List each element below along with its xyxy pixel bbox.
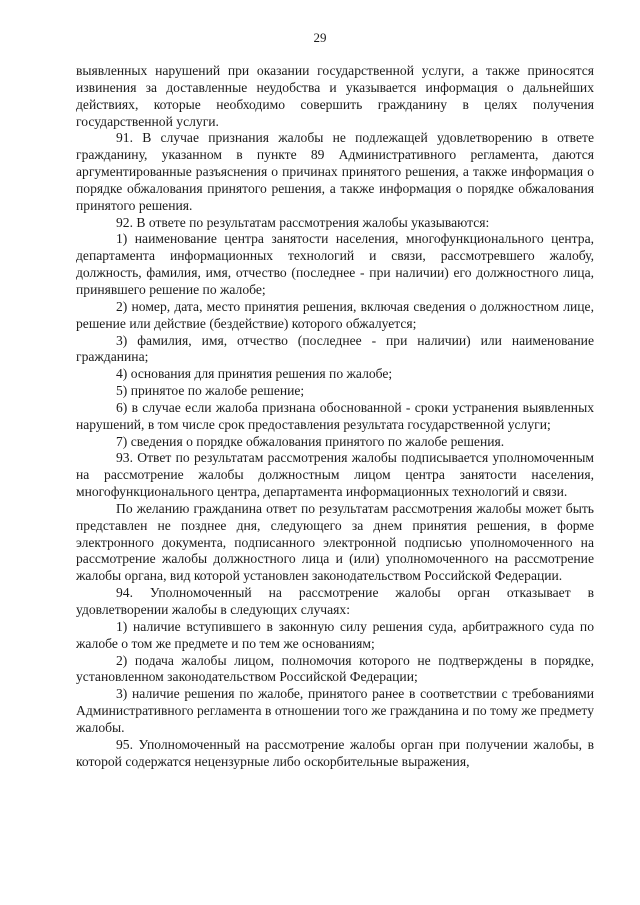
paragraph-95: 95. Уполномоченный на рассмотрение жалобы орган при получении жалобы, в которой содержатся нецензурные либо оскорбительные выражения, (76, 736, 594, 769)
paragraph-94-item-2: 2) подача жалобы лицом, полномочия которого не подтверждены в порядке, установленном законодательством Российской Федерации; (76, 652, 594, 685)
paragraph-93: 93. Ответ по результатам рассмотрения жалобы подписывается уполномоченным на рассмотрение жалобы должностным лицом центра занятости населения, многофункционального центра, департамента информационных технологий и связи. (76, 450, 594, 500)
paragraph-92-item-3: 3) фамилия, имя, отчество (последнее - при наличии) или наименование гражданина; (76, 332, 594, 365)
paragraph-92: 92. В ответе по результатам рассмотрения жалобы указываются: (116, 214, 490, 230)
paragraph-92-item-4: 4) основания для принятия решения по жалобе; (116, 366, 393, 382)
paragraph-92-item-5: 5) принятое по жалобе решение; (116, 383, 305, 399)
paragraph-94-item-3: 3) наличие решения по жалобе, принятого ранее в соответствии с требованиями Административного регламента в отношении того же гражданина и по тому же предмету жалобы. (76, 686, 594, 735)
page-number: 29 (313, 30, 327, 45)
paragraph-92-item-6: 6) в случае если жалоба признана обоснованной - сроки устранения выявленных нарушений, в том числе срок предоставления результата государственной услуги; (76, 399, 594, 432)
paragraph-91: 91. В случае признания жалобы не подлежащей удовлетворению в ответе гражданину, указанном в пункте 89 Административного регламента, даются аргументированные разъяснения о причинах принятого решения, а также информация о порядке обжалования принятого решения, а также информация о порядке обжалования принятого решения. (76, 130, 594, 213)
paragraph-94-item-1: 1) наличие вступившего в законную силу решения суда, арбитражного суда по жалобе о том же предмете и по тем же основаниям; (76, 618, 594, 651)
paragraph-92-item-7: 7) сведения о порядке обжалования принятого по жалобе решения. (116, 433, 505, 449)
paragraph-continuation: выявленных нарушений при оказании государственной услуги, а также приносятся извинения за доставленные неудобства и указывается информация о дальнейших действиях, которые необходимо совершить гражданину в целях получения государственной услуги. (76, 63, 594, 129)
document-body (76, 63, 594, 770)
paragraph-92-item-2: 2) номер, дата, место принятия решения, включая сведения о должностном лице, решение или действие (бездействие) которого обжалуется; (76, 298, 594, 331)
paragraph-92-item-1: 1) наименование центра занятости населения, многофункционального центра, департамента информационных технологий и связи, рассмотревшего жалобу, должность, фамилия, имя, отчество (последнее - при наличии) его должностного лица, принявшего решение по жалобе; (76, 231, 594, 297)
paragraph-94: 94. Уполномоченный на рассмотрение жалобы орган отказывает в удовлетворении жалобы в следующих случаях: (76, 585, 594, 617)
paragraph-93-electronic: По желанию гражданина ответ по результатам рассмотрения жалобы может быть представлен не позднее дня, следующего за днем принятия решения, в форме электронного документа, подписанного электронной подписью уполномоченного на рассмотрение жалобы должностного лица и (или) уполномоченного на рассмотрение жалобы органа, вид которой установлен законодательством Российской Федерации. (76, 500, 594, 584)
